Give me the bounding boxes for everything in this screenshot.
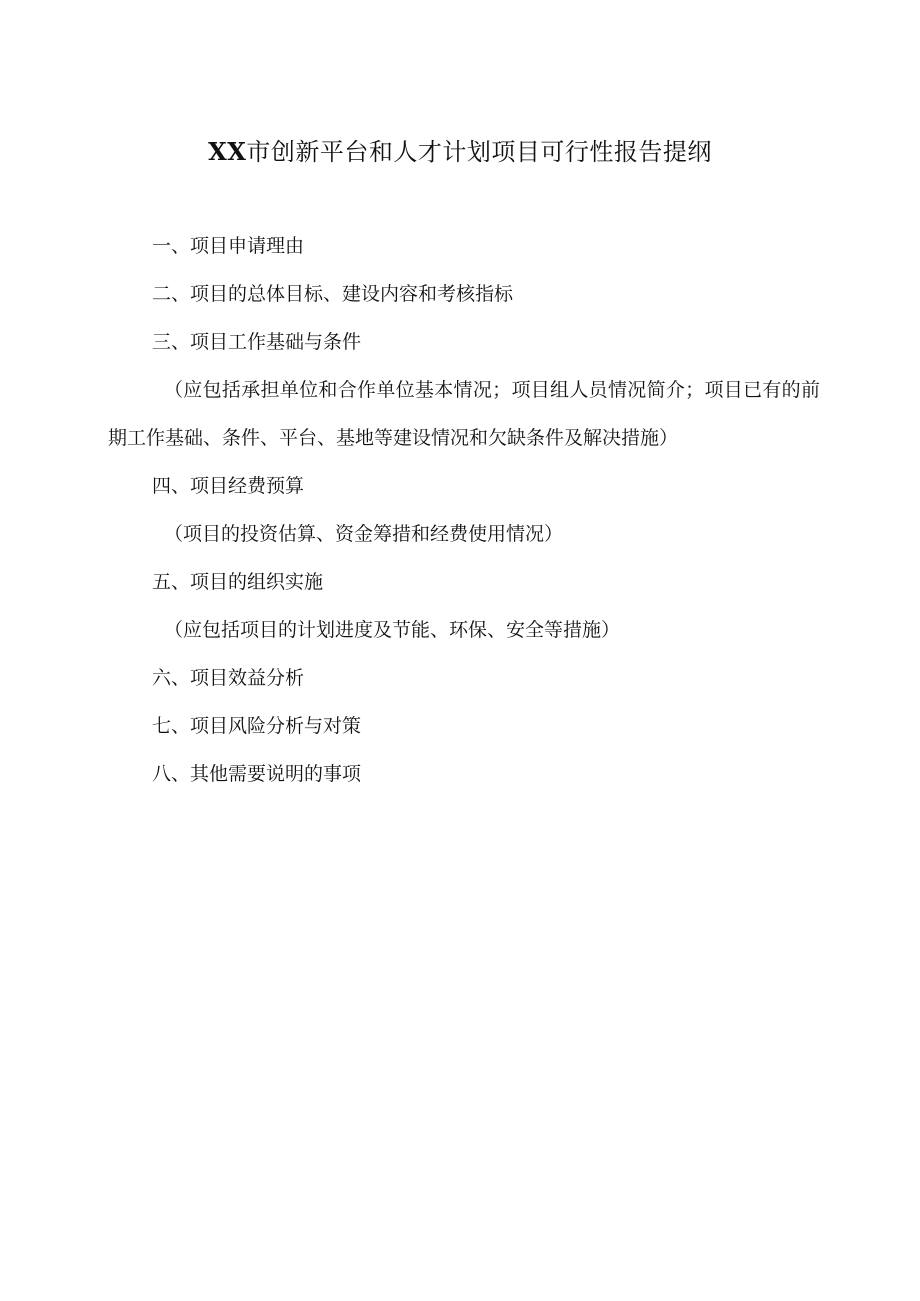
title-text: 市创新平台和人才计划项目可行性报告提纲 — [246, 138, 712, 166]
section-heading-3: 三、项目工作基础与条件 — [152, 331, 362, 353]
title-prefix: XX — [208, 137, 247, 166]
section-note-3: （应包括承担单位和合作单位基本情况；项目组人员情况简介；项目已有的前期工作基础、条件、平台、基地等建设情况和欠缺条件及解决措施） — [108, 379, 820, 449]
document-title — [0, 134, 920, 170]
section-note-5: （应包括项目的计划进度及节能、环保、安全等措施） — [164, 619, 621, 641]
section-heading-7: 七、项目风险分析与对策 — [152, 715, 362, 737]
section-heading-6: 六、项目效益分析 — [152, 667, 305, 689]
section-heading-5: 五、项目的组织实施 — [152, 571, 324, 593]
section-heading-1: 一、项目申请理由 — [152, 235, 305, 257]
section-heading-8: 八、其他需要说明的事项 — [152, 763, 362, 785]
section-heading-4: 四、项目经费预算 — [152, 475, 305, 497]
section-heading-2: 二、项目的总体目标、建设内容和考核指标 — [152, 283, 514, 305]
outline — [108, 222, 820, 798]
section-note-4: （项目的投资估算、资金筹措和经费使用情况） — [164, 523, 564, 545]
